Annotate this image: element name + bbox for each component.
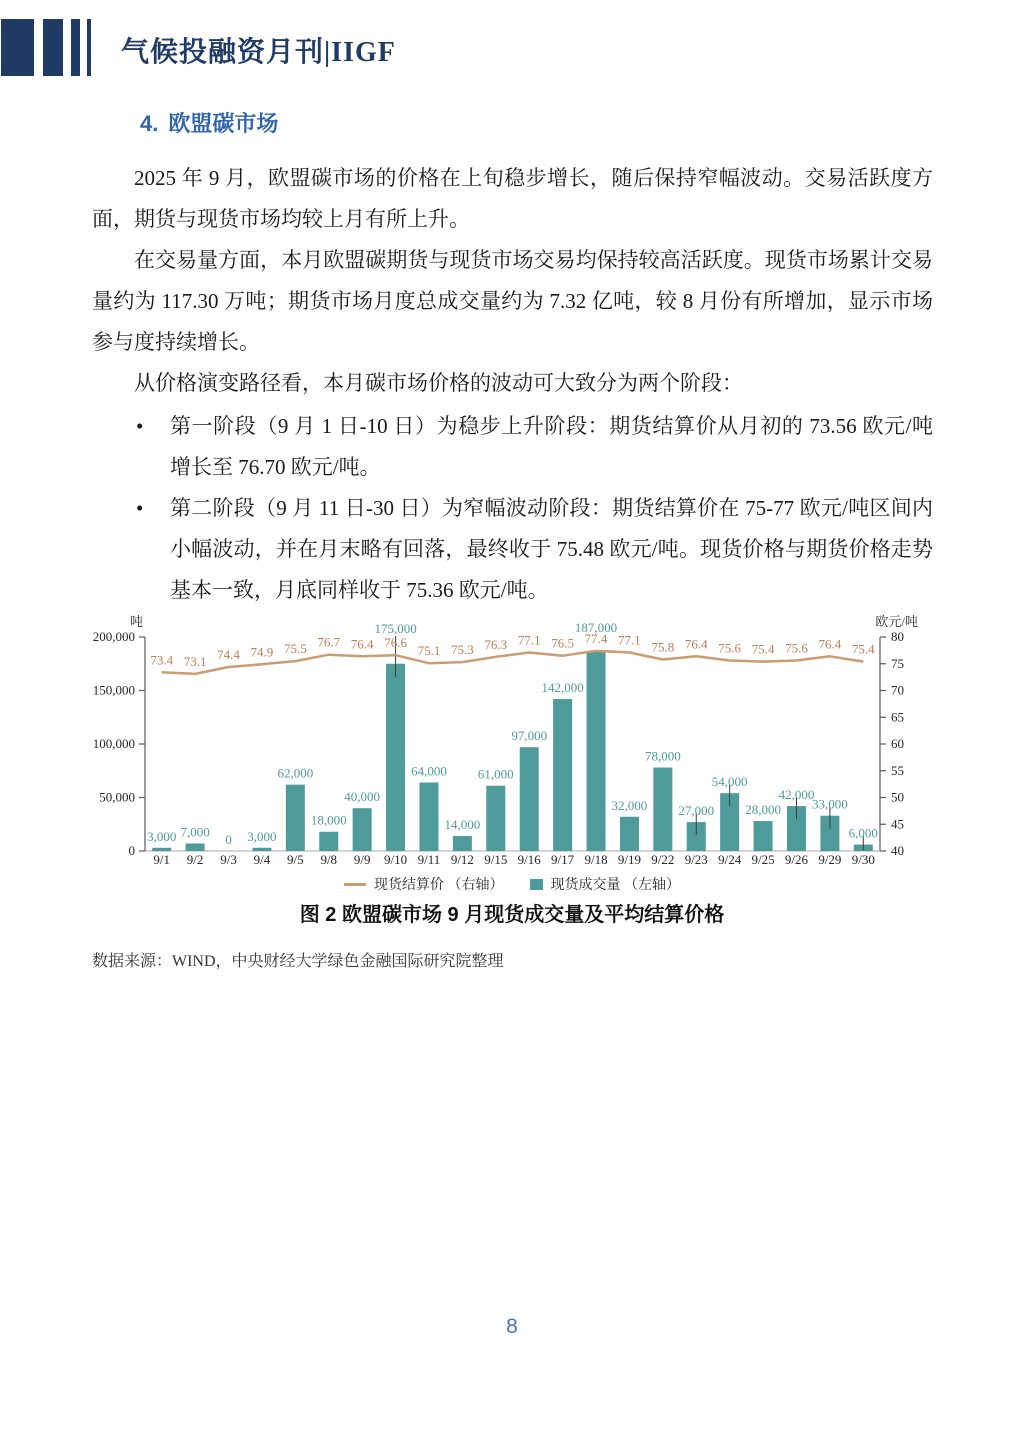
paragraph: 2025 年 9 月，欧盟碳市场的价格在上旬稳步增长，随后保持窄幅波动。交易活跃度方面，期货与现货市场均较上月有所上升。 bbox=[92, 166, 933, 231]
bar-label: 0 bbox=[225, 832, 232, 847]
line-label: 75.6 bbox=[785, 640, 808, 656]
bar-label: 54,000 bbox=[711, 774, 748, 790]
legend-label: 现货结算价 （右轴） bbox=[374, 878, 504, 893]
bar bbox=[152, 848, 171, 851]
bar-label: 142,000 bbox=[541, 680, 584, 696]
x-axis-label: 9/26 bbox=[784, 852, 809, 867]
chart-legend bbox=[0, 874, 1024, 894]
line-label: 77.4 bbox=[584, 630, 608, 646]
x-axis-label: 9/23 bbox=[684, 852, 708, 867]
line-label: 75.4 bbox=[751, 641, 775, 657]
line-label: 76.3 bbox=[484, 636, 508, 652]
bullet-list bbox=[92, 406, 933, 611]
x-axis-label: 9/11 bbox=[417, 852, 441, 867]
bar bbox=[553, 699, 572, 851]
bar-label: 33,000 bbox=[812, 796, 848, 812]
bar bbox=[587, 651, 606, 851]
logo-bar bbox=[43, 19, 63, 76]
left-axis-tick-label: 0 bbox=[128, 843, 135, 858]
x-axis-label: 9/4 bbox=[253, 852, 271, 867]
line-label: 73.4 bbox=[150, 652, 174, 668]
list-item bbox=[92, 406, 933, 488]
paragraph: 从价格演变路径看，本月碳市场价格的波动可大致分为两个阶段： bbox=[134, 371, 743, 395]
right-axis-unit: 欧元/吨 bbox=[875, 614, 918, 629]
x-axis-label: 9/29 bbox=[818, 852, 842, 867]
bar-label: 175,000 bbox=[374, 621, 417, 636]
bar bbox=[453, 836, 472, 851]
combo-chart bbox=[0, 612, 1024, 870]
line-label: 76.7 bbox=[317, 634, 341, 650]
bullet-text: 第二阶段（9 月 11 日-30 日）为窄幅波动阶段：期货结算价在 75-77 欧元/吨区间内小幅波动，并在月末略有回落，最终收于 75.48 欧元/吨。现货价格与期货价格走势基本一致，月底同样收于 75.36 欧元/吨。 bbox=[170, 496, 933, 602]
bar bbox=[319, 832, 338, 851]
right-axis-tick-label: 70 bbox=[891, 682, 904, 698]
line-label: 74.4 bbox=[217, 646, 240, 662]
line-label: 76.4 bbox=[818, 636, 842, 652]
left-axis-tick-label: 100,000 bbox=[92, 736, 135, 751]
line-label: 76.4 bbox=[350, 636, 374, 652]
x-axis-label: 9/3 bbox=[220, 852, 237, 867]
bullet-icon: • bbox=[136, 414, 144, 438]
data-source-note: 数据来源：WIND，中央财经大学绿色金融国际研究院整理 bbox=[92, 953, 504, 970]
bar bbox=[353, 808, 372, 851]
bar bbox=[386, 664, 405, 851]
bar-label: 78,000 bbox=[644, 748, 681, 764]
section-title: 欧盟碳市场 bbox=[168, 111, 279, 136]
masthead-title: 气候投融资月刊|IIGF bbox=[121, 37, 396, 68]
bar bbox=[286, 785, 305, 851]
line-label: 76.5 bbox=[551, 635, 574, 651]
x-axis-label: 9/30 bbox=[851, 852, 875, 867]
logo-bar bbox=[1, 19, 34, 76]
left-axis-tick-label: 150,000 bbox=[92, 682, 135, 698]
right-axis-tick-label: 65 bbox=[891, 709, 904, 725]
line-label: 75.1 bbox=[417, 643, 441, 659]
line-label: 76.4 bbox=[684, 636, 708, 652]
bar bbox=[419, 783, 438, 851]
legend-item-line bbox=[344, 874, 504, 894]
x-axis-label: 9/12 bbox=[450, 852, 474, 867]
x-axis-label: 9/25 bbox=[751, 852, 775, 867]
paragraph: 在交易量方面，本月欧盟碳期货与现货市场交易均保持较高活跃度。现货市场累计交易量约为 117.30 万吨；期货市场月度总成交量约为 7.32 亿吨，较 8 月份有所增加，显示市场参与度持续增长。 bbox=[92, 248, 933, 354]
bar-label: 3,000 bbox=[147, 828, 177, 844]
line-label: 75.4 bbox=[851, 641, 875, 657]
right-axis-tick-label: 80 bbox=[891, 629, 904, 644]
line-label: 75.8 bbox=[651, 639, 675, 655]
legend-label: 现货成交量 （左轴） bbox=[550, 878, 680, 893]
line-label: 77.1 bbox=[618, 632, 641, 648]
bar-label: 6,000 bbox=[848, 825, 878, 841]
bar-label: 187,000 bbox=[574, 620, 618, 635]
bar bbox=[653, 768, 672, 851]
figure-2 bbox=[0, 612, 1024, 926]
bar-label: 7,000 bbox=[180, 824, 210, 840]
bar-label: 27,000 bbox=[678, 803, 715, 819]
line-swatch-icon bbox=[344, 883, 366, 886]
line-label: 76.6 bbox=[384, 635, 407, 651]
bullet-text: 第一阶段（9 月 1 日-10 日）为稳步上升阶段：期货结算价从月初的 73.56 欧元/吨增长至 76.70 欧元/吨。 bbox=[170, 414, 933, 479]
x-axis-label: 9/17 bbox=[551, 852, 575, 867]
logo-bar bbox=[87, 19, 91, 76]
x-axis-label: 9/8 bbox=[320, 852, 338, 867]
x-axis-label: 9/2 bbox=[186, 852, 204, 867]
logo-bar bbox=[71, 19, 80, 76]
right-axis-tick-label: 50 bbox=[891, 789, 904, 805]
left-axis-tick-label: 200,000 bbox=[92, 629, 135, 644]
bar-swatch-icon bbox=[530, 879, 543, 890]
body-content bbox=[92, 158, 933, 611]
bar-label: 14,000 bbox=[444, 817, 481, 833]
left-axis-tick-label: 50,000 bbox=[99, 789, 135, 805]
bar-label: 42,000 bbox=[778, 787, 815, 803]
bar-label: 40,000 bbox=[344, 789, 381, 805]
line-label: 75.5 bbox=[283, 641, 307, 657]
right-axis-tick-label: 55 bbox=[891, 762, 904, 778]
line-label: 75.3 bbox=[451, 642, 474, 658]
right-axis-tick-label: 45 bbox=[891, 816, 904, 832]
line-label: 77.1 bbox=[517, 632, 541, 648]
bullet-icon: • bbox=[136, 496, 144, 520]
bar bbox=[754, 821, 773, 851]
left-axis-unit: 吨 bbox=[129, 614, 143, 629]
x-axis-label: 9/9 bbox=[353, 852, 371, 867]
bar-label: 64,000 bbox=[411, 763, 447, 779]
list-item bbox=[92, 488, 933, 611]
x-axis-label: 9/1 bbox=[153, 852, 171, 867]
x-axis-label: 9/16 bbox=[517, 852, 541, 867]
x-axis-label: 9/19 bbox=[617, 852, 641, 867]
bar-label: 32,000 bbox=[611, 797, 648, 813]
bar bbox=[252, 848, 271, 851]
x-axis-label: 9/22 bbox=[651, 852, 675, 867]
line-label: 75.6 bbox=[718, 640, 742, 656]
bar-label: 62,000 bbox=[277, 765, 314, 781]
right-axis-tick-label: 60 bbox=[891, 736, 904, 751]
legend-item-bar bbox=[530, 874, 681, 894]
line-label: 74.9 bbox=[250, 644, 274, 660]
x-axis-label: 9/5 bbox=[287, 852, 304, 867]
right-axis-tick-label: 40 bbox=[891, 843, 904, 858]
page-number: 8 bbox=[506, 1315, 518, 1338]
line-label: 73.1 bbox=[183, 653, 207, 669]
bar-label: 97,000 bbox=[511, 728, 548, 744]
bar-label: 61,000 bbox=[477, 766, 514, 782]
section-heading bbox=[140, 107, 278, 138]
bar bbox=[520, 747, 539, 851]
bar bbox=[186, 844, 205, 851]
bar bbox=[620, 817, 639, 851]
bar-label: 18,000 bbox=[310, 812, 347, 828]
bar bbox=[486, 786, 505, 851]
figure-caption: 图 2 欧盟碳市场 9 月现货成交量及平均结算价格 bbox=[299, 904, 725, 926]
bar-label: 3,000 bbox=[247, 828, 277, 844]
x-axis-label: 9/15 bbox=[484, 852, 508, 867]
section-number: 4. bbox=[140, 111, 159, 136]
x-axis-label: 9/18 bbox=[584, 852, 608, 867]
x-axis-label: 9/24 bbox=[718, 852, 742, 867]
bar-label: 28,000 bbox=[745, 802, 781, 818]
x-axis-label: 9/10 bbox=[384, 852, 408, 867]
right-axis-tick-label: 75 bbox=[891, 655, 904, 671]
